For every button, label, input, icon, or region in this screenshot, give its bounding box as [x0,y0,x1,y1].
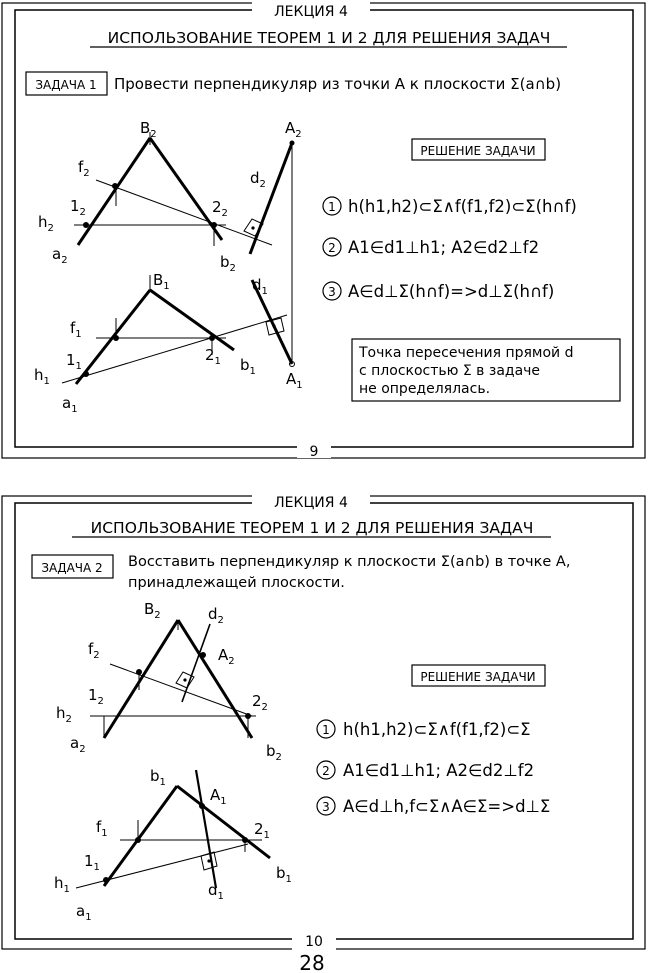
note-line-3: не определялась. [359,381,491,397]
step-1-number: 1 [322,723,330,737]
label-a1: $a_1$ [62,394,78,415]
label-d1: $d_1$ [208,881,224,902]
task-statement-line-1: Восставить перпендикуляр к плоскости Σ(a∩b) в точке A, [128,554,571,570]
label-12: $1_2$ [88,686,104,707]
right-angle-dot-1 [272,324,275,327]
label-b2: $B_2$ [140,119,157,140]
panel-title: ИСПОЛЬЗОВАНИЕ ТЕОРЕМ 1 И 2 ДЛЯ РЕШЕНИЯ ЗАДАЧ [107,29,551,47]
page-number: 10 [305,934,323,950]
line-f2 [96,180,272,245]
lecture-header: ЛЕКЦИЯ 4 [274,4,348,20]
panel-lecture-10 [2,492,645,950]
label-a2: $A_2$ [285,119,302,140]
point-a2 [290,141,295,146]
label-h2: $h_2$ [56,704,72,725]
label-d2: $d_2$ [208,605,224,626]
label-f2: $f_2$ [88,640,100,661]
point-labels-2 [54,600,292,923]
line-a2 [78,138,150,245]
solution-steps [323,197,577,301]
label-b2: $B_2$ [144,600,161,621]
step-2-number: 2 [322,764,330,778]
panel-lecture-9 [2,1,645,460]
label-11: $1_1$ [84,852,100,873]
step-2-text: A1∈d1⊥h1; A2∈d2⊥f2 [348,238,540,257]
solution-label: РЕШЕНИЕ ЗАДАЧИ [420,144,536,158]
task-statement-line-2: принадлежащей плоскости. [128,575,345,591]
step-3-text: A∈d⊥h,f⊂Σ∧A∈Σ=>d⊥Σ [343,797,551,816]
label-21: $2_1$ [254,820,270,841]
label-b1: $b_1$ [150,767,166,788]
label-d2: $d_2$ [250,169,266,190]
right-angle-dot-2 [183,678,186,681]
label-a1: $A_1$ [210,786,227,807]
label-b1: $B_1$ [153,271,170,292]
line-b1 [150,290,234,350]
point-f1 [113,335,119,341]
panel-title: ИСПОЛЬЗОВАНИЕ ТЕОРЕМ 1 И 2 ДЛЯ РЕШЕНИЯ ЗАДАЧ [90,519,534,537]
task-label: ЗАДАЧА 2 [41,561,103,575]
label-f1: $f_1$ [96,818,108,839]
label-12: $1_2$ [70,197,86,218]
point-11 [83,371,89,377]
label-f1: $f_1$ [70,319,82,340]
step-2-number: 2 [328,241,336,255]
step-3-text: A∈d⊥Σ(h∩f)=>d⊥Σ(h∩f) [348,282,555,301]
right-angle-dot-2 [251,226,254,229]
page-number: 9 [309,444,319,460]
right-angle-dot-1 [207,859,210,862]
task-label: ЗАДАЧА 1 [35,78,97,92]
step-2-text: A1∈d1⊥h1; A2∈d2⊥f2 [343,761,535,780]
label-22: $2_2$ [212,198,228,219]
geometry-drawing-2 [76,620,270,888]
step-1-text: h(h1,h2)⊂Σ∧f(f1,f2)⊂Σ(h∩f) [348,197,577,216]
point-h2 [83,222,89,228]
task-statement: Провести перпендикуляр из точки A к плоскости Σ(a∩b) [114,75,562,93]
point-11 [103,877,109,883]
label-21: $2_1$ [205,346,221,367]
label-11: $1_1$ [66,351,82,372]
label-a2: $A_2$ [218,646,235,667]
step-3-number: 3 [322,800,330,814]
line-a2 [104,620,178,738]
step-1-number: 1 [328,200,336,214]
line-d2 [250,143,292,254]
label-b1-line: $b_1$ [276,864,292,885]
geometry-drawing-1 [62,132,295,384]
line-h1 [76,844,248,888]
lecture-header: ЛЕКЦИЯ 4 [274,495,348,511]
label-h1: $h_1$ [54,874,70,895]
book-page-number: 28 [299,951,325,973]
label-h1: $h_1$ [34,366,50,387]
label-a1-point: $A_1$ [286,370,303,391]
label-h2: $h_2$ [38,213,54,234]
line-a1 [76,290,150,384]
line-f2 [110,664,252,716]
panel-outer-frame [2,3,645,458]
line-b2 [178,620,252,738]
label-22: $2_2$ [252,692,268,713]
step-3-number: 3 [328,285,336,299]
label-b1-line: $b_1$ [240,356,256,377]
label-f2: $f_2$ [78,158,90,179]
label-b2-line: $b_2$ [220,253,236,274]
label-a2: $a_2$ [52,245,68,266]
label-d1: $d_1$ [252,276,268,297]
note-line-2: с плоскостью Σ в задаче [359,363,541,379]
point-22 [245,713,251,719]
label-a2: $a_2$ [70,734,86,755]
step-1-text: h(h1,h2)⊂Σ∧f(f1,f2)⊂Σ [343,720,531,739]
point-a2 [200,652,206,658]
note-line-1: Точка пересечения прямой d [359,345,574,361]
label-b2-line: $b_2$ [266,742,282,763]
solution-label: РЕШЕНИЕ ЗАДАЧИ [420,670,536,684]
point-12 [112,183,118,189]
solution-steps [317,720,550,816]
label-a1-line: $a_1$ [76,902,92,923]
point-a1 [199,803,205,809]
